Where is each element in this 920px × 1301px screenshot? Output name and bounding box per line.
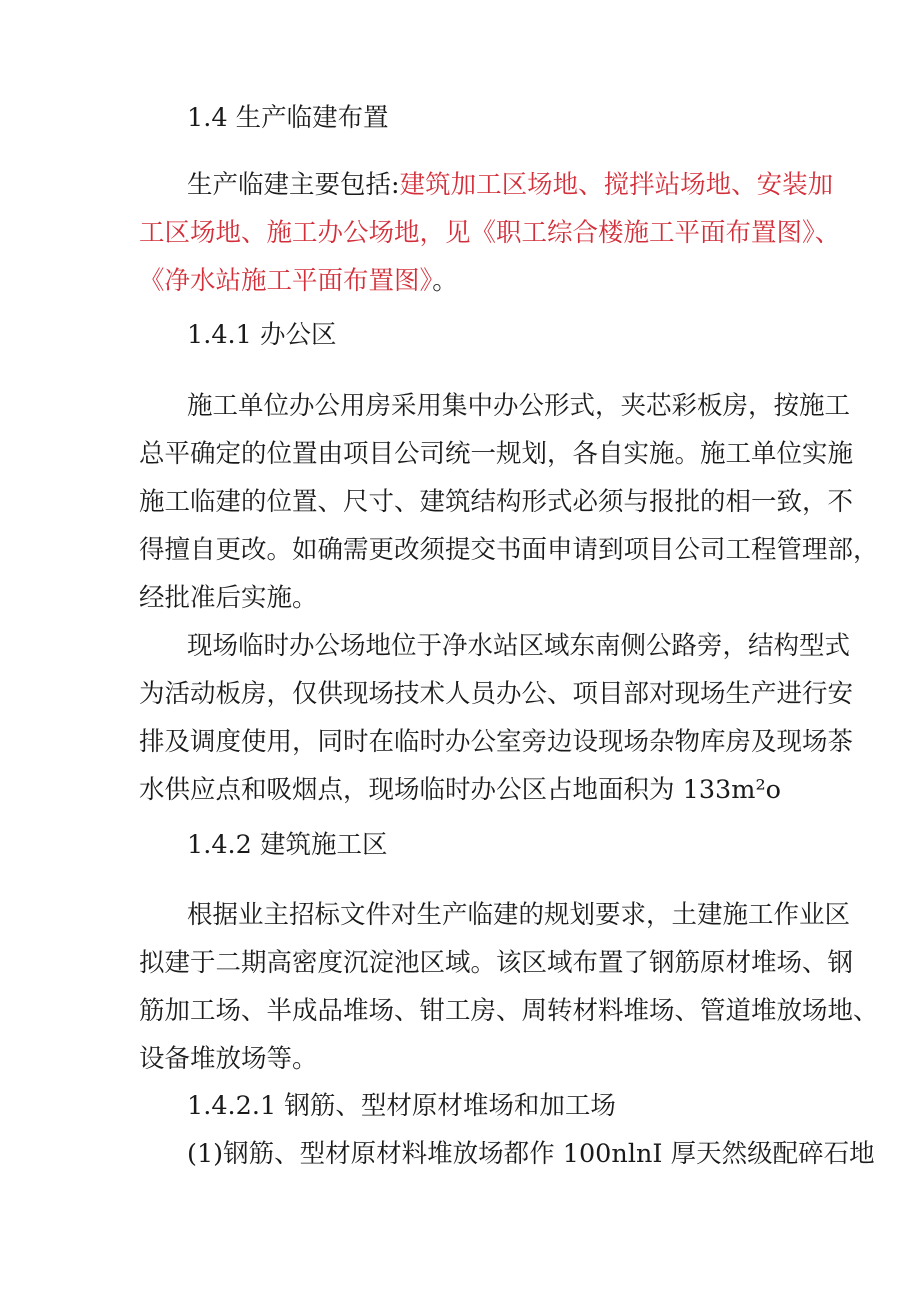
paragraph-line: 水供应点和吸烟点，现场临时办公区占地面积为 133m²o [139, 775, 782, 805]
heading-1-4: 1.4 生产临建布置 [187, 103, 389, 133]
paragraph-line: 施工单位办公用房采用集中办公形式，夹芯彩板房，按施工 [187, 391, 851, 421]
paragraph-line: 经批准后实施。 [139, 583, 318, 613]
paragraph-line: 得擅自更改。如确需更改须提交书面申请到项目公司工程管理部， [139, 535, 879, 565]
paragraph-line: 设备堆放场等。 [139, 1044, 318, 1074]
paragraph-line: 现场临时办公场地位于净水站区域东南侧公路旁，结构型式 [187, 631, 851, 661]
heading-1-4-2-1: 1.4.2.1 钢筋、型材原材堆场和加工场 [187, 1091, 616, 1121]
paragraph-line: 排及调度使用，同时在临时办公室旁边设现场杂物库房及现场茶 [139, 727, 854, 757]
paragraph-line: 为活动板房，仅供现场技术人员办公、项目部对现场生产进行安 [139, 679, 854, 709]
paragraph-line: (1)钢筋、型材原材料堆放场都作 100nlnI 厚天然级配碎石地 [187, 1139, 875, 1169]
paragraph-end: 。 [432, 266, 458, 296]
paragraph-line [139, 264, 458, 298]
paragraph-line: 施工临建的位置、尺寸、建筑结构形式必须与报批的相一致，不 [139, 487, 854, 517]
heading-1-4-2: 1.4.2 建筑施工区 [187, 830, 388, 860]
paragraph-lead: 生产临建主要包括: [187, 170, 400, 200]
paragraph-line [187, 168, 833, 202]
paragraph-line: 筋加工场、半成品堆场、钳工房、周转材料堆场、管道堆放场地、 [139, 996, 879, 1026]
highlighted-line: 工区场地、施工办公场地，见《职工综合楼施工平面布置图》、 [139, 218, 841, 248]
heading-1-4-1: 1.4.1 办公区 [187, 320, 337, 350]
highlighted-text: 《净水站施工平面布置图》 [139, 266, 433, 296]
paragraph-line: 根据业主招标文件对生产临建的规划要求，土建施工作业区 [187, 900, 851, 930]
highlighted-text: 建筑加工区场地、搅拌站场地、安装加 [399, 170, 834, 200]
paragraph-line: 拟建于二期高密度沉淀池区域。该区域布置了钢筋原材堆场、钢 [139, 948, 854, 978]
paragraph-line: 总平确定的位置由项目公司统一规划，各自实施。施工单位实施 [139, 439, 854, 469]
